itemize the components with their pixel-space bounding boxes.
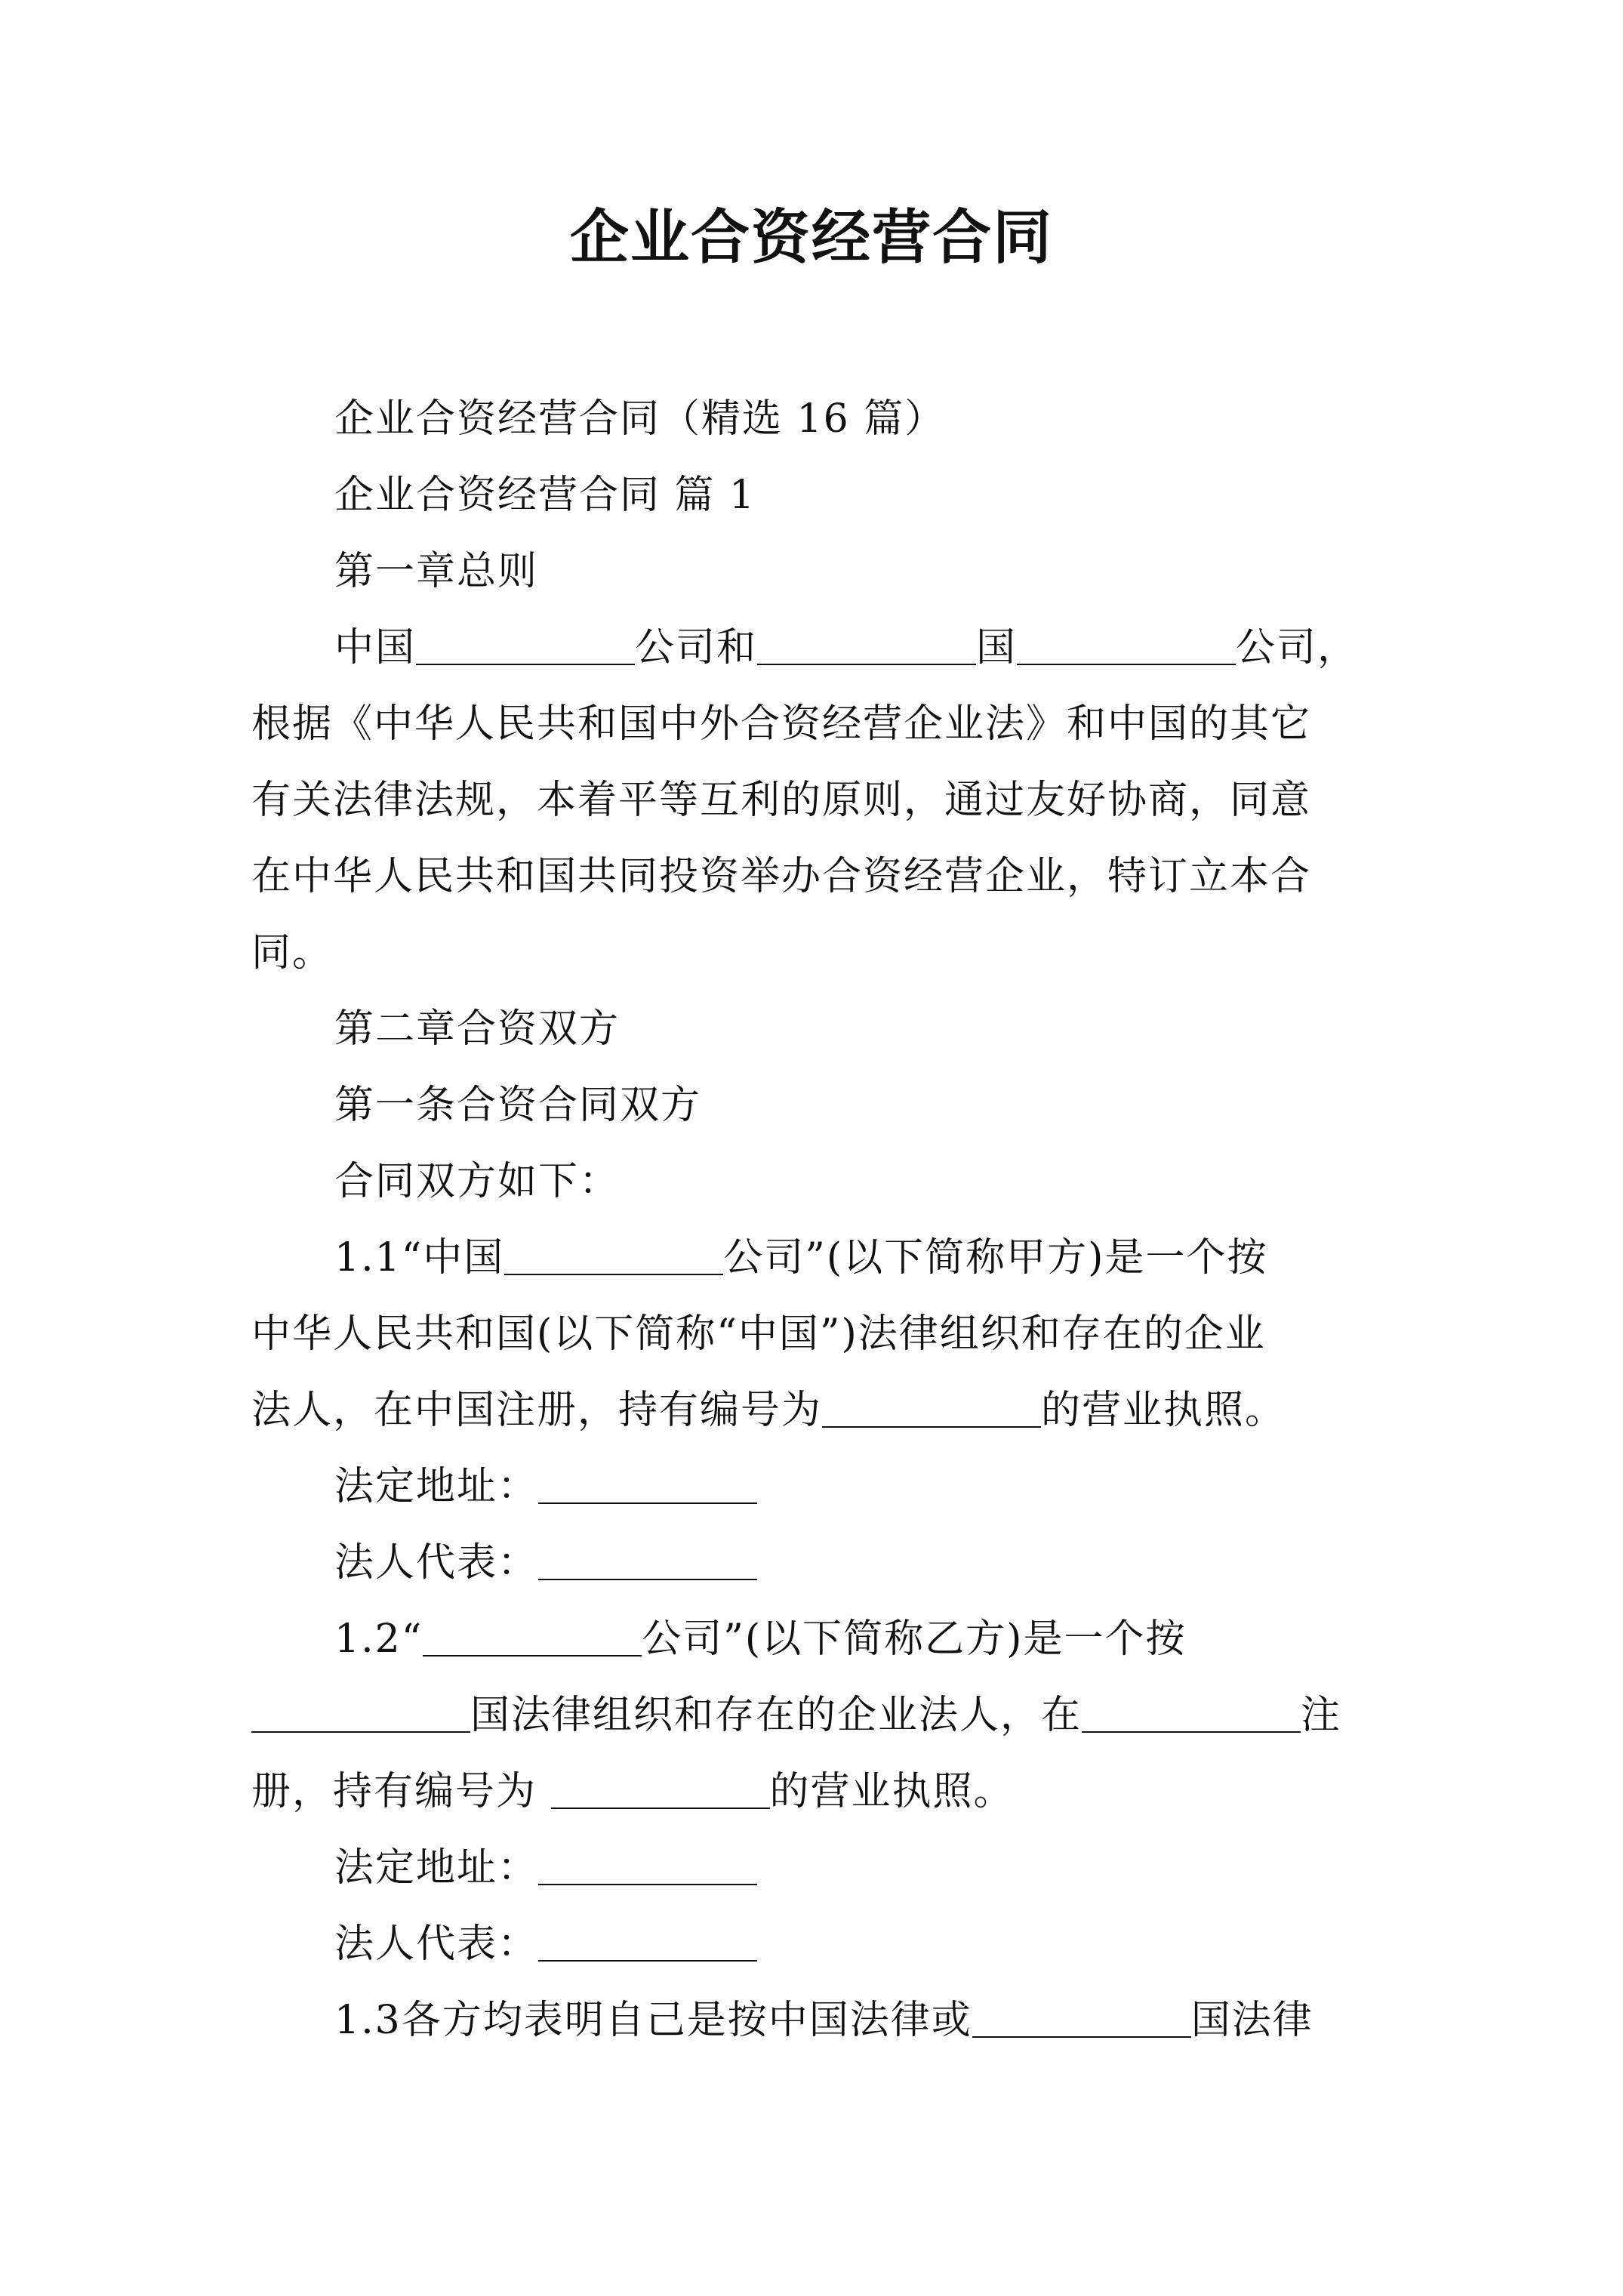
paragraph-text: 法定地址： [334,1464,539,1509]
paragraph-clause-1-1-line-1 [251,1220,1384,1296]
paragraph-text: 中华人民共和国(以下简称“中国”)法律组织和存在的企业 [251,1311,1266,1357]
fill-in-blank [538,1921,757,1962]
paragraph-text: 公司和 [635,625,758,670]
paragraph-text: 第一章总则 [334,549,539,594]
paragraph-clause-1-1-line-2 [251,1296,1384,1373]
paragraph-clause-1-2-line-2 [251,1678,1384,1754]
paragraph-text: 册，持有编号为 [251,1769,551,1814]
paragraph-article-1 [251,1068,1384,1144]
paragraph-text: 的营业执照。 [1041,1388,1286,1433]
paragraph-text: 国法律 [1190,1998,1313,2043]
paragraph-chapter-1 [251,534,1384,610]
document-body [251,381,1384,2059]
paragraph-text: 公司”(以下简称乙方)是一个按 [642,1616,1187,1662]
paragraph-text: 第一条合资合同双方 [334,1083,702,1128]
paragraph-text: 中国 [334,625,417,670]
paragraph-text: 同。 [251,930,334,975]
paragraph-text: 国法律组织和存在的企业法人，在 [470,1693,1083,1738]
paragraph-text: 第二章合资双方 [334,1006,621,1052]
paragraph-preamble-line-2 [251,686,1384,763]
paragraph-subtitle [251,381,1384,458]
paragraph-text: 根据《中华人民共和国中外合资经营企业法》和中国的其它 [251,701,1312,747]
fill-in-blank [538,1845,757,1885]
fill-in-blank [822,1387,1041,1428]
paragraph-parties-intro [251,1144,1384,1220]
paragraph-text: 企业合资经营合同（精选 16 篇） [334,396,946,442]
paragraph-text: 在中华人民共和国共同投资举办合资经营企业，特订立本合 [251,854,1312,899]
paragraph-text: 国 [976,625,1018,670]
paragraph-text: 1.3各方均表明自己是按中国法律或 [334,1998,972,2043]
fill-in-blank [972,1997,1191,2038]
paragraph-text: 法人代表： [334,1540,539,1586]
paragraph-preamble-line-3 [251,763,1384,839]
fill-in-blank [504,1234,723,1275]
fill-in-blank [538,1539,757,1580]
paragraph-clause-1-2-line-1 [251,1601,1384,1678]
paragraph-clause-1-2-line-3 [251,1754,1384,1830]
paragraph-text: 法定地址： [334,1845,539,1891]
fill-in-blank [757,624,976,665]
fill-in-blank [423,1616,642,1657]
fill-in-blank [251,1692,470,1733]
fill-in-blank [1082,1692,1301,1733]
paragraph-text: 公司”(以下简称甲方)是一个按 [723,1235,1268,1281]
paragraph-part-heading [251,458,1384,534]
fill-in-blank [1017,624,1236,665]
paragraph-party-b-representative [251,1906,1384,1983]
paragraph-clause-1-1-line-3 [251,1373,1384,1449]
paragraph-text: 1.1“中国 [334,1235,505,1281]
paragraph-text: 的营业执照。 [769,1769,1015,1814]
fill-in-blank [538,1463,757,1504]
fill-in-blank [551,1768,770,1809]
paragraph-text: 合同双方如下： [334,1159,621,1204]
paragraph-preamble-line-5 [251,915,1384,991]
document-title: 企业合资经营合同 [569,203,1053,272]
paragraph-text: 法人，在中国注册，持有编号为 [251,1388,823,1433]
paragraph-text: 公司， [1236,625,1359,670]
paragraph-party-b-address [251,1830,1384,1906]
paragraph-text: 1.2“ [334,1616,423,1662]
paragraph-chapter-2 [251,991,1384,1068]
paragraph-text: 企业合资经营合同 篇 1 [334,473,756,518]
paragraph-party-a-representative [251,1525,1384,1601]
fill-in-blank [416,624,635,665]
paragraph-preamble-line-1 [251,610,1384,686]
paragraph-text: 注 [1301,1693,1342,1738]
paragraph-clause-1-3-line-1 [251,1983,1384,2059]
paragraph-party-a-address [251,1449,1384,1525]
paragraph-text: 有关法律法规，本着平等互利的原则，通过友好协商，同意 [251,778,1312,823]
paragraph-preamble-line-4 [251,839,1384,915]
paragraph-text: 法人代表： [334,1922,539,1967]
